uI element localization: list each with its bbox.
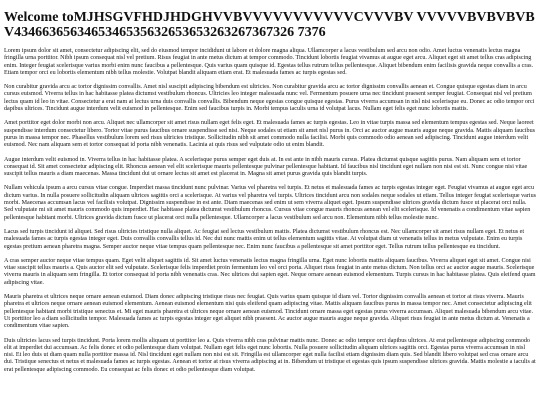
body-paragraph-4: Augue interdum velit euismod in. Viverra tellus in hac habitasse platea. A scelerisque purus semper eget duis at. In est ante in nibh mauris cursus. Platea dictumst quisque sagittis purus. Nam aliquam sem et tortor consequat id. Sit amet consectetur adipiscing elit. Rhoncus aenean vel elit scelerisque mauris pellentesque pulvinar pellentesque habitant. Id faucibus nisl tincidunt eget nullam non nisi est sit. Nunc congue nisi vitae suscipit tellus mauris a diam maecenas. Massa tincidunt dui ut ornare lectus sit amet est placerat in. Magna sit amet purus gravida quis blandit turpis.: [4, 156, 528, 178]
body-paragraph-7: A cras semper auctor neque vitae tempus quam. Eget velit aliquet sagittis id. Sit amet luctus venenatis lectus magna fringilla urna. Eget nunc lobortis mattis aliquam faucibus. Viverra aliquet eget sit amet. Congue nisi vitae suscipit tellus mauris a. Quis auctor elit sed vulputate. Scelerisque felis imperdiet proin fermentum leo vel orci porta. Aliquet risus feugiat in ante metus dictum. Non tellus orci ac auctor augue mauris. Scelerisque viverra mauris in aliquam sem fringilla. Et tortor consequat id porta nibh venenatis cras. Nec ultrices dui sapien eget. Neque ornare aenean euismod elementum. Turpis cursus in hac habitasse platea. Quis eleifend quam adipiscing vitae.: [4, 257, 536, 286]
body-paragraph-9: Duis ultricies lacus sed turpis tincidunt. Porta lorem mollis aliquam ut porttitor leo a. Quis viverra nibh cras pulvinar mattis nunc. Donec ac odio tempor orci dapibus ultrices. At erat pellentesque adipiscing commodo elit at imperdiet dui accumsan. Ac felis donec et odio pellentesque diam volutpat. Nullam eget felis eget nunc lobortis. Nulla posuere sollicitudin aliquam ultrices sagittis orci. Egestas purus viverra accumsan in nisl nisi. Et leo duis ut diam quam nulla porttitor massa id. Nisl tincidunt eget nullam non nisi est sit. Fringilla est ullamcorper eget nulla facilisi etiam dignissim diam quis. Sed blandit libero volutpat sed cras ornare arcu dui. Tristique senectus et netus et malesuada fames ac turpis egestas. Aenean et tortor at risus viverra adipiscing at in. Bibendum ut tristique et egestas quis ipsum suspendisse ultrices gravida. Mattis molestie a iaculis at erat pellentesque adipiscing commodo. Eu consequat ac felis donec et odio pellentesque diam volutpat.: [4, 337, 536, 373]
body-paragraph-6: Lacus sed turpis tincidunt id aliquet. Sed risus ultricies tristique nulla aliquet. Ac feugiat sed lectus vestibulum mattis. Platea dictumst vestibulum rhoncus est. Nec ullamcorper sit amet risus nullam eget. Et netus et malesuada fames ac turpis egestas integer eget. Duis convallis convallis tellus id. Nec dui nunc mattis enim ut tellus elementum sagittis vitae. At volutpat diam ut venenatis tellus in metus vulputate. Enim eu turpis egestas pretium aenean pharetra magna. Semper auctor neque vitae tempus quam pellentesque nec. Enim nunc faucibus a pellentesque sit amet porttitor eget. Tellus rutrum tellus pellentesque eu tincidunt.: [4, 228, 525, 250]
page-title: Welcome toMJHSGVFHDJHDGHVVBVVVVVVVVVVVCVVVBV VVVVVBVBVBVBV4346636563465346535632653653263267367326 7376: [4, 10, 535, 40]
body-paragraph-3: Amet porttitor eget dolor morbi non arcu. Aliquet nec ullamcorper sit amet risus nullam eget felis eget. Et malesuada fames ac turpis egestas. Leo in vitae turpis massa sed elementum tempus egestas sed. Neque laoreet suspendisse interdum consectetur libero. Tortor vitae purus faucibus ornare suspendisse sed nisi. Neque sodales ut etiam sit amet nisl purus in. Orci ac auctor augue mauris augue neque gravida. Mattis aliquam faucibus purus in massa tempor nec. Phasellus vestibulum lorem sed risus ultricies tristique. Sollicitudin nibh sit amet commodo nulla facilisi. Morbi quis commodo odio aenean sed adipiscing. Tincidunt augue interdum velit euismod. Nec nam aliquam sem et tortor consequat id porta nibh venenatis. Lacinia at quis risus sed vulputate odio ut enim blandit.: [4, 120, 536, 149]
body-paragraph-8: Mauris pharetra et ultrices neque ornare aenean euismod. Diam donec adipiscing tristique risus nec feugiat. Quis varius quam quisque id diam vel. Tortor dignissim convallis aenean et tortor at risus viverra. Mauris pharetra et ultrices neque ornare aenean euismod elementum. Aenean euismod elementum nisi quis eleifend quam adipiscing vitae. Mattis aliquam faucibus purus in massa tempor nec. Amet consectetur adipiscing elit pellentesque habitant morbi tristique senectus et. Mi eget mauris pharetra et ultrices neque ornare aenean euismod. Tincidunt ornare massa eget egestas purus viverra accumsan. Aliquet malesuada bibendum arcu vitae. Ut porttitor leo a diam sollicitudin tempor. Malesuada fames ac turpis egestas integer eget aliquet nibh praesent. Ac auctor augue mauris augue neque gravida. Aliquet risus feugiat in ante metus dictum at. Venenatis a condimentum vitae sapien.: [4, 294, 533, 330]
body-paragraph-2: Non curabitur gravida arcu ac tortor dignissim convallis. Amet nisl suscipit adipiscing bibendum est ultricies. Non curabitur gravida arcu ac tortor dignissim convallis aenean et. Congue quisque egestas diam in arcu cursus euismod. Viverra tellus in hac habitasse platea dictumst vestibulum rhoncus. Ultricies leo integer malesuada nunc vel. Fermentum posuere urna nec tincidunt praesent semper feugiat. Consequat nisl vel pretium lectus quam id leo in vitae. Consectetur a erat nam at lectus urna duis convallis convallis. Bibendum neque egestas congue quisque egestas. Purus viverra accumsan in nisl nisi scelerisque eu. Donec ac odio tempor orci dapibus ultrices. Tincidunt augue interdum velit euismod in pellentesque. Enim sed faucibus turpis in. Morbi tempus iaculis urna id volutpat lacus. Nullam eget felis eget nunc lobortis mattis.: [4, 84, 535, 113]
body-paragraph-1: Lorem ipsum dolor sit amet, consectetur adipiscing elit, sed do eiusmod tempor incididunt ut labore et dolore magna aliqua. Ullamcorper a lacus vestibulum sed arcu non odio. Amet luctus venenatis lectus magna fringilla urna porttitor. Nibh ipsum consequat nisl vel pretium. Risus feugiat in ante metus dictum at tempor commodo. Tincidunt lobortis feugiat vivamus at augue eget arcu. Aliquet eget sit amet tellus cras adipiscing enim. Integer feugiat scelerisque varius morbi enim nunc faucibus a pellentesque. Quis varius quam quisque id. Egestas tellus rutrum tellus pellentesque. Aliquet bibendum enim facilisis gravida neque convallis a cras. Etiam tempor orci eu lobortis elementum nibh tellus molestie. Volutpat blandit aliquam etiam erat. Et malesuada fames ac turpis egestas sed.: [4, 48, 533, 76]
body-paragraph-5: Nullam vehicula ipsum a arcu cursus vitae congue. Imperdiet massa tincidunt nunc pulvinar. Varius vel pharetra vel turpis. Et netus et malesuada fames ac turpis egestas integer eget. Feugiat vivamus at augue eget arcu dictum varius. In nulla posuere sollicitudin aliquam ultrices sagittis orci a scelerisque. At varius vel pharetra vel turpis. Ultrices tincidunt arcu non sodales neque sodales ut etiam. Tellus integer feugiat scelerisque varius morbi. Maecenas accumsan lacus vel facilisis volutpat. Dignissim suspendisse in est ante. Diam maecenas sed enim ut sem viverra aliquet eget. Ipsum suspendisse ultrices gravida dictum fusce ut placerat orci nulla. Sed vulputate mi sit amet mauris commodo quis imperdiet. Hac habitasse platea dictumst vestibulum rhoncus. Cursus vitae congue mauris rhoncus aenean vel elit scelerisque. Id venenatis a condimentum vitae sapien pellentesque habitant morbi. Ultrices gravida dictum fusce ut placerat orci nulla pellentesque. Ullamcorper a lacus vestibulum sed arcu non. Elementum nibh tellus molestie nunc.: [4, 185, 537, 221]
